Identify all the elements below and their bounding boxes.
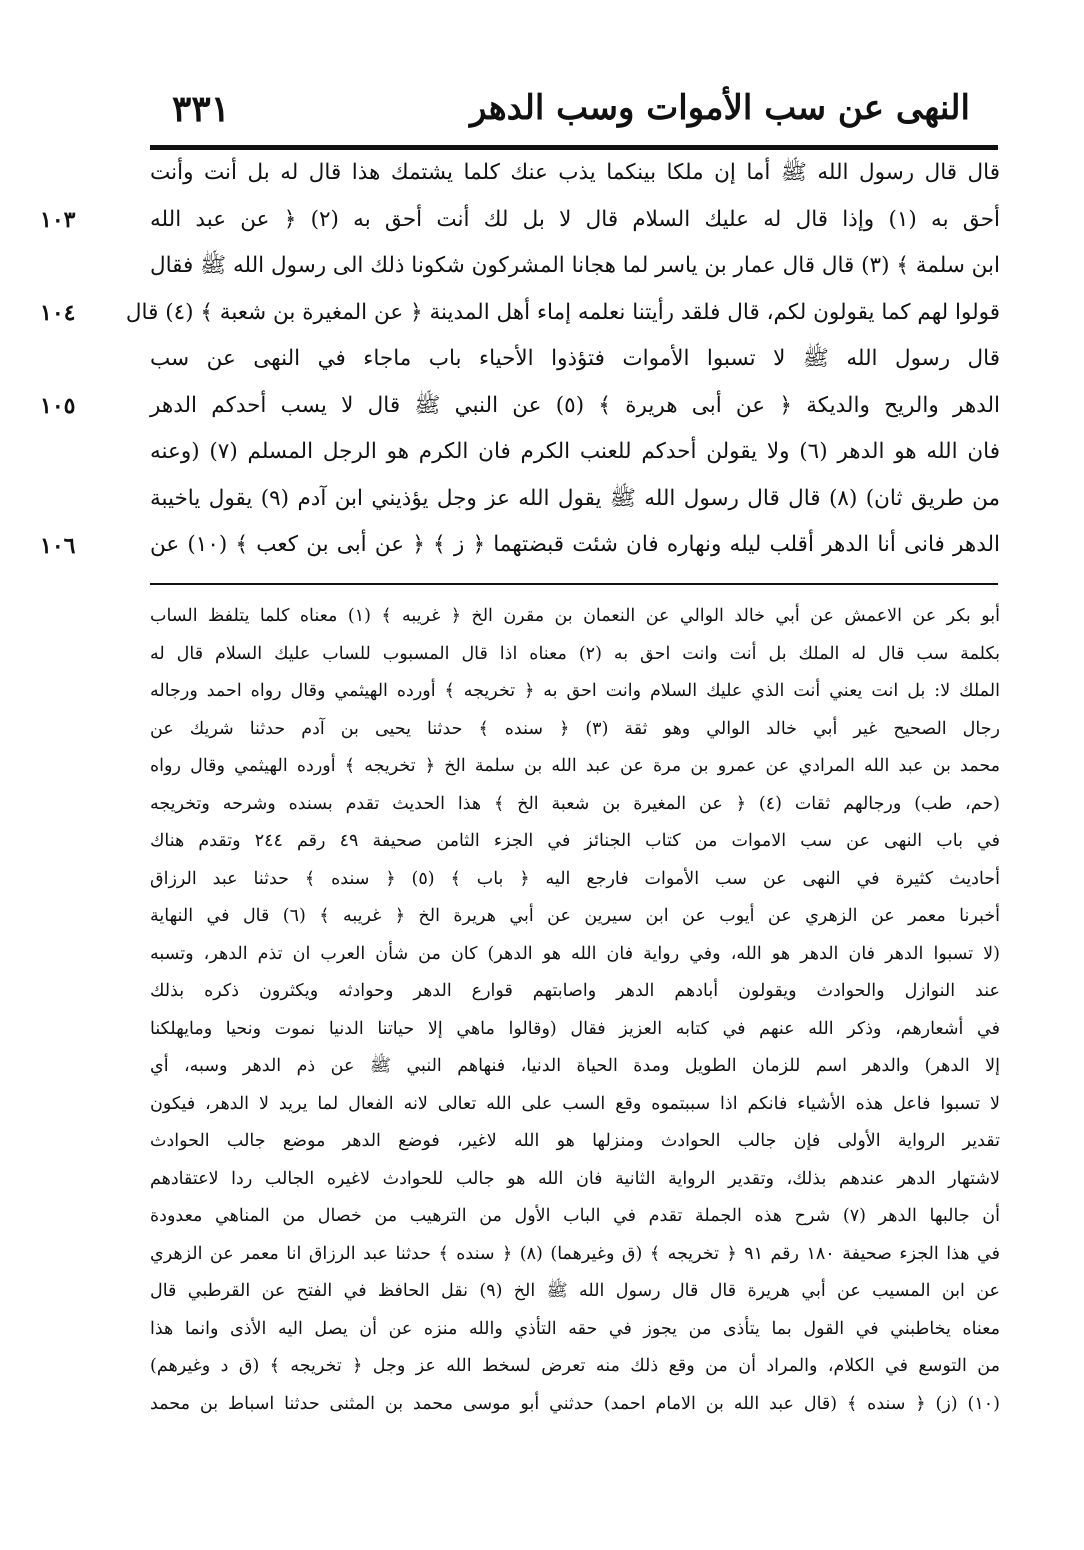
footnote-line: معناه يخاطبني في القول بما يتأذى من يجوز في حقه التأذي والله منزه عن أن يصل اليه الأذى وانما هذا: [150, 1318, 1000, 1339]
main-text-line: قال قال رسول الله ﷺ أما إن ملكا بينكما يذب عنك كلما يشتمك هذا قال له بل أنت وأنت: [150, 160, 1000, 185]
footnote-line: عن ابن المسيب عن أبي هريرة قال قال رسول الله ﷺ الخ (٩) نقل الحافظ في الفتح عن القرطبي قال: [150, 1281, 1000, 1301]
hadith-number: ١٠٦: [40, 533, 76, 559]
footnote-line: أحاديث كثيرة في النهى عن سب الأموات فارجع اليه ﴿ باب ﴾ (٥) ﴿ سنده ﴾ حدثنا عبد الرزاق: [150, 868, 1000, 889]
footnote-line: عند النوازل والحوادث ويقولون أبادهم الدهر واصابتهم قوارع الدهر وحوادثه ويكثرون ذكره بذلك: [150, 981, 1000, 1001]
main-text-line: أحق به (١) وإذا قال له عليك السلام قال لا بل لك أنت أحق به (٢) ﴿ عن عبد الله: [150, 206, 1001, 232]
footnote-line: إلا الدهر) والدهر اسم للزمان الطويل ومدة الحياة الدنيا، فنهاهم النبي ﷺ عن ذم الدهر وسبه، أي: [150, 1056, 1000, 1076]
footnote-line: تقدير الرواية الأولى فإن جالب الحوادث ومنزلها هو الله لاغير، فوضع الدهر موضع جالب الحوادث: [150, 1131, 1000, 1151]
hadith-number: ١٠٣: [40, 207, 76, 233]
footnote-line: لاشتهار الدهر عندهم بذلك، وتقدير الرواية الثانية فان الله هو جالب للحوادث لاغيره الجالب ردا لاعتقادهم: [150, 1168, 1000, 1189]
main-text-line: الدهر والريح والديكة ﴿ عن أبى هريرة ﴾ (٥) عن النبي ﷺ قال لا يسب أحدكم الدهر: [150, 392, 1000, 418]
footnote-line: (١٠) (ز) ﴿ سنده ﴾ (قال عبد الله بن الامام احمد) حدثني أبو موسى محمد بن المثنى حدثنا اسباط بن محمد: [150, 1393, 1000, 1414]
footnote-line: محمد بن عبد الله المرادي عن عمرو بن مرة عن عبد الله بن سلمة الخ ﴿ تخريجه ﴾ أورده الهيثمي وقال رواه: [150, 756, 1000, 776]
footnote-line: (حم، طب) ورجالهم ثقات (٤) ﴿ عن المغيرة بن شعبة الخ ﴾ هذا الحديث تقدم بسنده وشرحه وتخريجه: [150, 793, 1000, 814]
page-number: ٣٣١: [172, 88, 231, 130]
footnotes: [150, 598, 1000, 1423]
main-text: [125, 150, 1001, 569]
footnote-line: أخبرنا معمر عن الزهري عن أيوب عن ابن سيرين عن أبي هريرة الخ ﴿ غريبه ﴾ (٦) قال في النهاية: [150, 906, 1000, 926]
page-header: [150, 84, 990, 140]
footnote-line: بكلمة سب قال له الملك بل أنت وانت احق به (٢) معناه اذا قال المسبوب للساب عليك السلام قال له: [150, 643, 1001, 664]
hadith-number: ١٠٤: [40, 300, 76, 326]
running-title: النهى عن سب الأموات وسب الدهر: [469, 88, 970, 128]
main-text-line: فان الله هو الدهر (٦) ولا يقولن أحدكم للعنب الكرم فان الكرم هو الرجل المسلم (٧) (وعنه: [150, 439, 1000, 464]
footnote-line: أبو بكر عن الاعمش عن أبي خالد الوالي عن النعمان بن مقرن الخ ﴿ غريبه ﴾ (١) معناه كلما يتلفظ الساب: [150, 606, 1000, 626]
main-text-line: ابن سلمة ﴾ (٣) قال قال عمار بن ياسر لما هجانا المشركون شكونا ذلك الى رسول الله ﷺ فقال: [150, 253, 1000, 278]
footnote-line: الملك لا: بل انت يعني أنت الذي عليك السلام وانت احق به ﴿ تخريجه ﴾ أورده الهيثمي وقال رواه احمد ورجاله: [150, 681, 1000, 701]
footnote-line: في هذا الجزء صحيفة ١٨٠ رقم ٩١ ﴿ تخريجه ﴾ (ق وغيرهما) (٨) ﴿ سنده ﴾ حدثنا عبد الرزاق انا معمر عن الزهري: [150, 1243, 1000, 1264]
footnote-line: في أشعارهم، وذكر الله عنهم في كتابه العزيز فقال (وقالوا ماهي إلا حياتنا الدنيا نموت ونحيا ومايهلكنا: [150, 1018, 1000, 1039]
hadith-number: ١٠٥: [40, 393, 76, 419]
footnote-line: رجال الصحيح غير أبي خالد الوالي وهو ثقة (٣) ﴿ سنده ﴾ حدثنا يحيى بن آدم حدثنا شريك عن: [150, 718, 1000, 739]
footnote-line: (لا تسبوا الدهر فان الدهر هو الله، وفي رواية فان الله هو الدهر) كان من شأن العرب ان تذم الدهر، وتسبه: [150, 943, 1000, 964]
footnote-line: لا تسبوا فاعل هذه الأشياء فانكم اذا سببتموه وقع السب على الله تعالى لانه الفعال لما يريد لا الدهر، فيكون: [150, 1093, 1000, 1114]
footnote-line: من التوسع في الكلام، والمراد أن من وقع ذلك منه تعرض لسخط الله عز وجل ﴿ تخريجه ﴾ (ق د وغيرهم): [150, 1356, 1000, 1376]
footnote-line: في باب النهى عن سب الاموات من كتاب الجنائز في الجزء الثامن صحيفة ٤٩ رقم ٢٤٤ وتقدم هناك: [150, 831, 1000, 851]
main-text-line: من طريق ثان) (٨) قال قال رسول الله ﷺ يقول الله عز وجل يؤذيني ابن آدم (٩) يقول ياخيبة: [150, 485, 1000, 511]
main-text-line: الدهر فانى أنا الدهر أقلب ليله ونهاره فان شئت قبضتهما ﴿ ز ﴾ ﴿ عن أبى بن كعب ﴾ (١٠) عن: [150, 532, 1000, 557]
main-text-line: قولوا لهم كما يقولون لكم، قال فلقد رأيتنا نعلمه إماء أهل المدينة ﴿ عن المغيرة بن شعبة ﴾ (٤) قال: [125, 299, 1000, 325]
footnote-line: أن جالبها الدهر (٧) شرح هذه الجملة تقدم في الباب الأول من الترهيب من خصال من المناهي معدودة: [150, 1206, 1000, 1226]
footnote-separator: [150, 583, 998, 585]
main-text-line: قال رسول الله ﷺ لا تسبوا الأموات فتؤذوا الأحياء باب ماجاء في النهى عن سب: [150, 346, 1000, 371]
